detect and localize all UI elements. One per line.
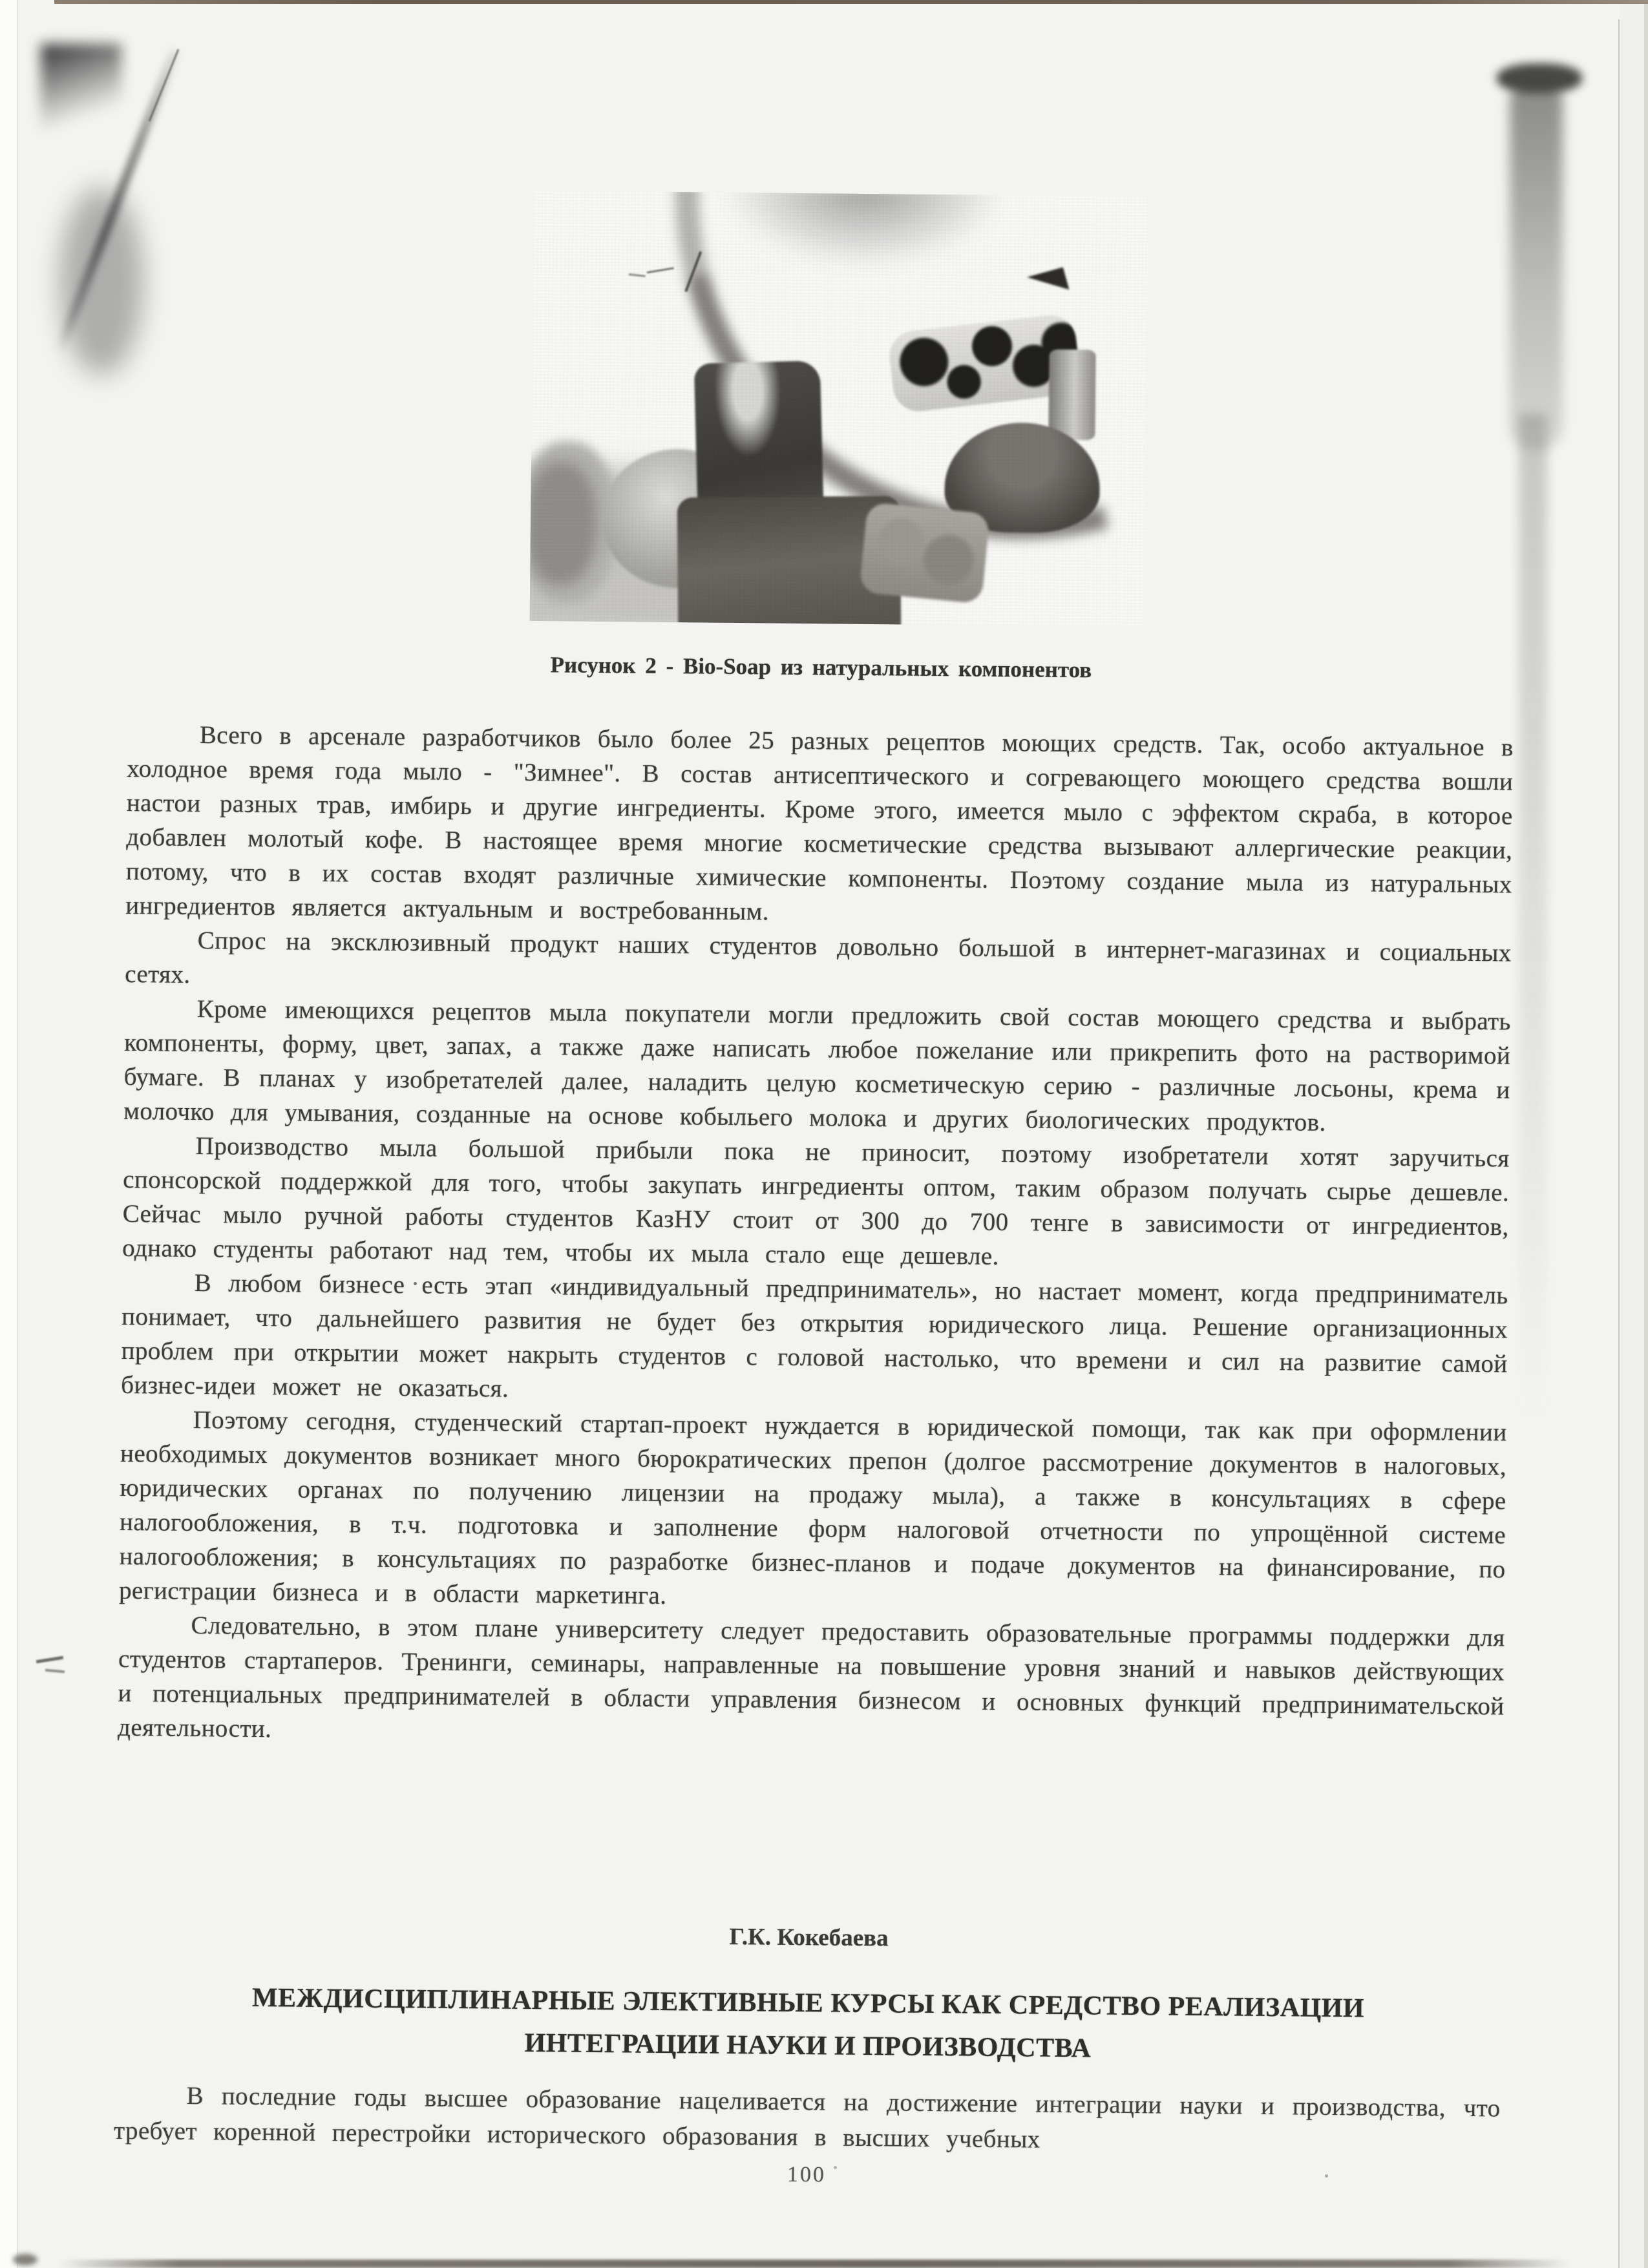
paragraph: В последние годы высшее образование нацеливается на достижение интеграции науки и производства, что требует коренной перестройки исторического образования в высших учебных (113, 2081, 1501, 2154)
scan-right-edge-shade (1644, 0, 1648, 2268)
scan-left-margin (0, 0, 18, 2268)
paragraph: Спрос на эксклюзивный продукт наших студентов довольно большой в интернет-магазинах и социальных сетях. (125, 927, 1512, 989)
bio-soap-photo (530, 191, 1148, 627)
paragraph: Кроме имеющихся рецептов мыла покупатели могли предложить свой состав моющего средства и выбрать компоненты, форму, цвет, запах, а также даже написать любое пожелание или прикрепить фото на растворимой бумаге. В планах у изобретателей далее, наладить целую косметическую серию - различные лосьоны, крема и молочко для умывания, созданные на основе кобыльего молока и других биологических продуктов. (123, 995, 1511, 1137)
section-title-line2: ИНТЕГРАЦИИ НАУКИ И ПРОИЗВОДСТВА (524, 2028, 1092, 2064)
scribble-stroke (36, 1656, 63, 1664)
toner-streak-tail (1519, 414, 1547, 1422)
section-title-line1: МЕЖДИСЦИПЛИНАРНЫЕ ЭЛЕКТИВНЫЕ КУРСЫ КАК СРЕДСТВО РЕАЛИЗАЦИИ (251, 1982, 1365, 2024)
paragraph: В любом бизнесе есть этап «индивидуальный предприниматель», но настает момент, когда предприниматель понимает, что дальнейшего развития не будет без открытия юридического лица. Решение организационных проблем при открытии может накрыть студентов с головой настолько, что времени и сил на развитие самой бизнес-идеи может не оказаться. (120, 1268, 1508, 1403)
paragraph: Поэтому сегодня, студенческий стартап-проект нуждается в юридической помощи, так как при оформлении необходимых документов возникает много бюрократических препон (долгое рассмотрение документов в налоговых, юридических органах по получению лицензии на продажу мыла), а также в консультациях в сфере налогообложения, в т.ч. подготовка и заполнение форм налоговой отчетности по упрощённой системе налогообложения; в консультациях по разработке бизнес-планов и подаче документов на финансирование, по регистрации бизнеса и в области маркетинга. (118, 1405, 1507, 1610)
article-body (118, 717, 1514, 1758)
scribble-stroke (45, 1669, 65, 1674)
section-title (114, 1975, 1501, 2074)
page-content (112, 187, 1519, 2268)
figure-caption: Рисунок 2 - Bio-Soap из натуральных компонентов (550, 652, 1092, 683)
paragraph: Следовательно, в этом плане университету следует предоставить образовательные программы поддержки для студентов стартаперов. Тренинги, семинары, направленные на повышение уровня знаний и навыков действующих и потенциальных предпринимателей в области управления бизнесом и основных функций предпринимательской деятельности. (117, 1611, 1505, 1743)
paragraph: Всего в арсенале разработчиков было более 25 разных рецептов моющих средств. Так, особо актуальное в холодное время года мыло - "Зимнее". В состав антисептического и согревающего моющего средства вошли настои разных трав, имбирь и другие ингредиенты. Кроме этого, имеется мыло с эффектом скраба, в которое добавлен молотый кофе. В настоящее время многие косметические средства вызывают аллергические реакции, потому, что в их состав входят различные химические компоненты. Поэтому создание мыла из натуральных ингредиентов является актуальным и востребованным. (125, 721, 1514, 926)
paper-edge-line (1618, 19, 1620, 2268)
scan-top-edge-line (54, 0, 1648, 4)
corner-fold-shadow (41, 44, 121, 141)
author-name: Г.К. Кокебаева (729, 1923, 889, 1952)
photo-grain-overlay (530, 191, 1148, 627)
next-article-intro (114, 2077, 1501, 2162)
corner-fold-thin-line (149, 49, 180, 121)
bottom-corner-smudge (13, 2254, 37, 2265)
page-number: 100 (787, 2162, 827, 2187)
paragraph: Производство мыла большой прибыли пока не приносит, поэтому изобретатели хотят заручиться спонсорской поддержкой для того, чтобы закупать ингредиенты оптом, таким образом получать сырье дешевле. Сейчас мыло ручной работы студентов КазНУ стоит от 300 до 700 тенге в зависимости от ингредиентов, однако студенты работают над тем, чтобы их мыла стало еще дешевле. (122, 1132, 1510, 1270)
